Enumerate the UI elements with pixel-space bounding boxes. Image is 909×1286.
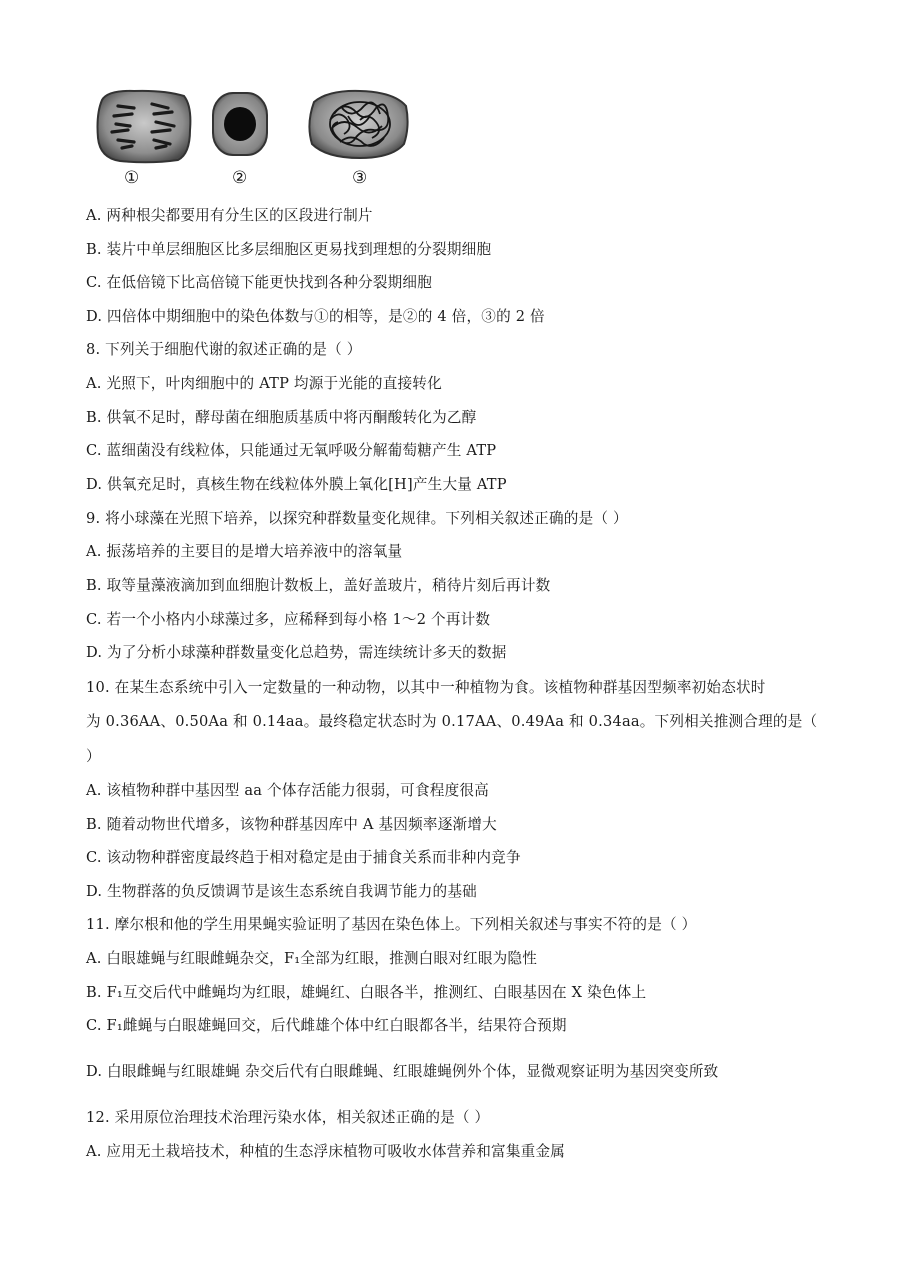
q7-option-a: A. 两种根尖都要用有分生区的区段进行制片 bbox=[86, 207, 373, 224]
cell-division-figure bbox=[94, 86, 414, 190]
q9-option-b: B. 取等量藻液滴加到血细胞计数板上，盖好盖玻片，稍待片刻后再计数 bbox=[86, 577, 551, 594]
cell-label-3: ③ bbox=[352, 168, 368, 188]
q12-option-a: A. 应用无土栽培技术，种植的生态浮床植物可吸收水体营养和富集重金属 bbox=[86, 1143, 566, 1160]
q7-option-c: C. 在低倍镜下比高倍镜下能更快找到各种分裂期细胞 bbox=[86, 274, 432, 291]
q10-stem-line1: 10. 在某生态系统中引入一定数量的一种动物，以其中一种植物为食。该植物种群基因型频率初始态状时 bbox=[86, 679, 766, 696]
q9-option-a: A. 振荡培养的主要目的是增大培养液中的溶氧量 bbox=[86, 543, 403, 560]
q12-stem: 12. 采用原位治理技术治理污染水体，相关叙述正确的是（ ） bbox=[86, 1109, 490, 1126]
q8-option-b: B. 供氧不足时，酵母菌在细胞质基质中将丙酮酸转化为乙醇 bbox=[86, 409, 477, 426]
cell-image-3 bbox=[304, 86, 412, 162]
q7-option-d: D. 四倍体中期细胞中的染色体数与①的相等，是②的 4 倍，③的 2 倍 bbox=[86, 308, 545, 325]
q8-stem: 8. 下列关于细胞代谢的叙述正确的是（ ） bbox=[86, 341, 362, 358]
q8-option-d: D. 供氧充足时，真核生物在线粒体外膜上氧化[H]产生大量 ATP bbox=[86, 476, 507, 493]
q11-option-d: D. 白眼雌蝇与红眼雄蝇 杂交后代有白眼雌蝇、红眼雄蝇例外个体，显微观察证明为基因突变所致 bbox=[86, 1063, 719, 1080]
q10-option-a: A. 该植物种群中基因型 aa 个体存活能力很弱，可食程度很高 bbox=[86, 782, 489, 799]
q10-option-b: B. 随着动物世代增多，该物种群基因库中 A 基因频率逐渐增大 bbox=[86, 816, 497, 833]
q8-option-c: C. 蓝细菌没有线粒体，只能通过无氧呼吸分解葡萄糖产生 ATP bbox=[86, 442, 497, 459]
q11-option-a: A. 白眼雄蝇与红眼雌蝇杂交，F₁全部为红眼，推测白眼对红眼为隐性 bbox=[86, 950, 538, 967]
q9-option-c: C. 若一个小格内小球藻过多，应稀释到每小格 1～2 个再计数 bbox=[86, 611, 491, 628]
q11-option-c: C. F₁雌蝇与白眼雄蝇回交，后代雌雄个体中红白眼都各半，结果符合预期 bbox=[86, 1017, 567, 1034]
q11-option-b: B. F₁互交后代中雌蝇均为红眼，雄蝇红、白眼各半，推测红、白眼基因在 X 染色体上 bbox=[86, 984, 647, 1001]
cell-label-1: ① bbox=[124, 168, 140, 188]
cell-image-2 bbox=[210, 90, 270, 160]
q7-option-b: B. 装片中单层细胞区比多层细胞区更易找到理想的分裂期细胞 bbox=[86, 241, 492, 258]
q10-stem-line2: 为 0.36AA、0.50Aa 和 0.14aa。最终稳定状态时为 0.17AA、0.49Aa 和 0.34aa。下列相关推测合理的是（ bbox=[86, 713, 818, 730]
cell-label-2: ② bbox=[232, 168, 248, 188]
cell-image-1 bbox=[94, 86, 194, 164]
q10-stem-line3: ） bbox=[86, 748, 101, 765]
q8-option-a: A. 光照下，叶肉细胞中的 ATP 均源于光能的直接转化 bbox=[86, 375, 442, 392]
q10-option-c: C. 该动物种群密度最终趋于相对稳定是由于捕食关系而非种内竞争 bbox=[86, 849, 521, 866]
q9-option-d: D. 为了分析小球藻种群数量变化总趋势，需连续统计多天的数据 bbox=[86, 644, 507, 661]
q10-option-d: D. 生物群落的负反馈调节是该生态系统自我调节能力的基础 bbox=[86, 883, 477, 900]
q9-stem: 9. 将小球藻在光照下培养，以探究种群数量变化规律。下列相关叙述正确的是（ ） bbox=[86, 510, 628, 527]
q11-stem: 11. 摩尔根和他的学生用果蝇实验证明了基因在染色体上。下列相关叙述与事实不符的是（ ） bbox=[86, 916, 697, 933]
